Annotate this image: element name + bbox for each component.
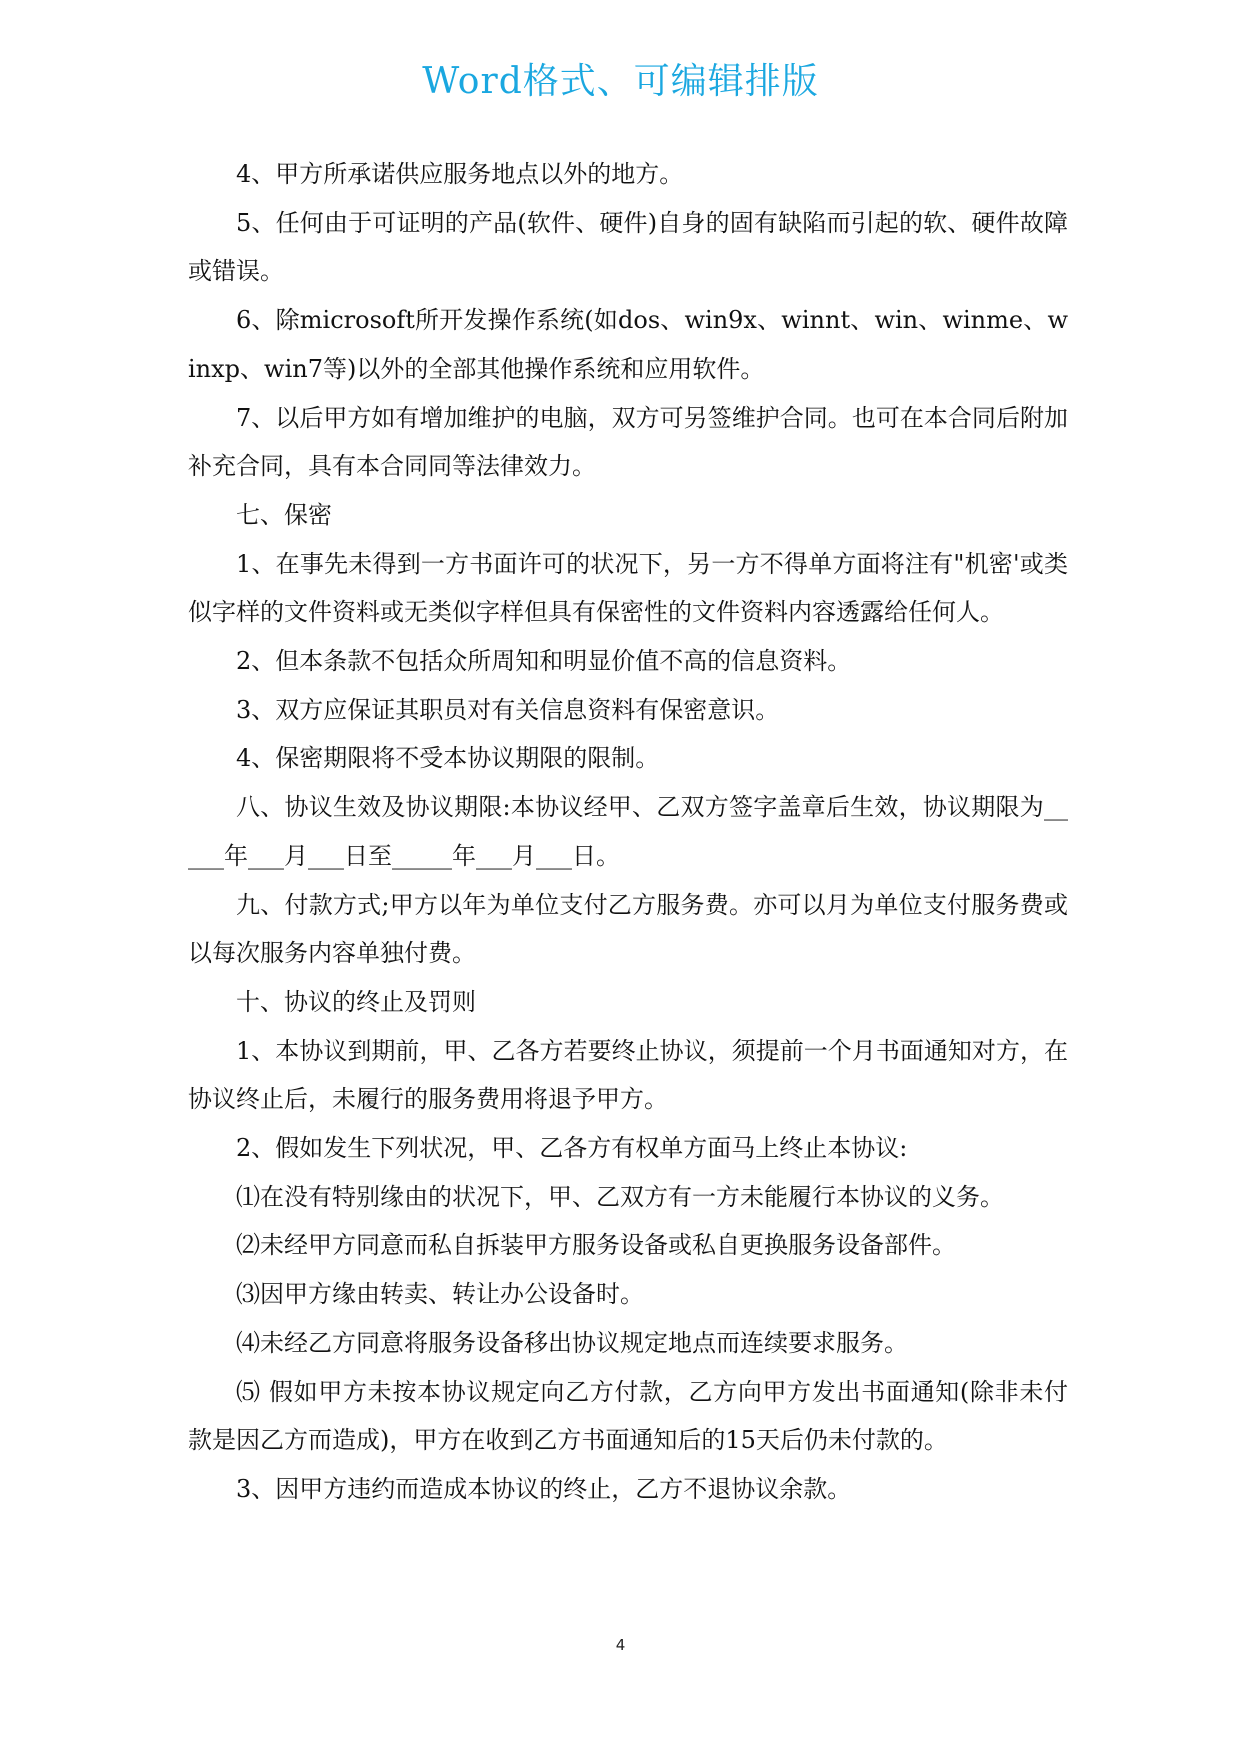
paragraph: 八、协议生效及协议期限:本协议经甲、乙双方签字盖章后生效，协议期限为_____年___月___日至_____年___月___日。 xyxy=(188,793,1068,870)
paragraph: 4、甲方所承诺供应服务地点以外的地方。 xyxy=(236,160,684,188)
list-item: ⑶因甲方缘由转卖、转让办公设备时。 xyxy=(236,1280,644,1309)
paragraph: 5、任何由于可证明的产品(软件、硬件)自身的固有缺陷而引起的软、硬件故障或错误。 xyxy=(188,208,1068,286)
page-header-title: Word格式、可编辑排版 xyxy=(422,61,819,102)
section-heading: 十、协议的终止及罚则 xyxy=(236,987,476,1016)
list-item: ⑷未经乙方同意将服务设备移出协议规定地点而连续要求服务。 xyxy=(236,1328,908,1357)
paragraph: 2、但本条款不包括众所周知和明显价值不高的信息资料。 xyxy=(236,647,852,676)
list-item: ⑸ 假如甲方未按本协议规定向乙方付款，乙方向甲方发出书面通知(除非未付款是因乙方而造成)，甲方在收到乙方书面通知后的15天后仍未付款的。 xyxy=(188,1377,1068,1455)
list-item: ⑵未经甲方同意而私自拆装甲方服务设备或私自更换服务设备部件。 xyxy=(236,1231,956,1260)
page-number: 4 xyxy=(615,1636,626,1654)
paragraph: 3、因甲方违约而造成本协议的终止，乙方不退协议余款。 xyxy=(236,1474,852,1503)
paragraph: 2、假如发生下列状况，甲、乙各方有权单方面马上终止本协议: xyxy=(236,1134,908,1163)
document-body xyxy=(188,150,1068,1514)
paragraph: 1、在事先未得到一方书面许可的状况下，另一方不得单方面将注有"机密'或类似字样的文件资料或无类似字样但具有保密性的文件资料内容透露给任何人。 xyxy=(188,549,1068,627)
paragraph: 6、除microsoft所开发操作系统(如dos、win9x、winnt、win、winme、winxp、win7等)以外的全部其他操作系统和应用软件。 xyxy=(188,306,1068,383)
paragraph: 4、保密期限将不受本协议期限的限制。 xyxy=(236,744,660,773)
list-item: ⑴在没有特别缘由的状况下，甲、乙双方有一方未能履行本协议的义务。 xyxy=(236,1182,1004,1211)
section-heading: 七、保密 xyxy=(236,500,332,529)
paragraph: 3、双方应保证其职员对有关信息资料有保密意识。 xyxy=(236,695,780,724)
paragraph: 九、付款方式;甲方以年为单位支付乙方服务费。亦可以月为单位支付服务费或以每次服务内容单独付费。 xyxy=(188,890,1068,968)
paragraph: 1、本协议到期前，甲、乙各方若要终止协议，须提前一个月书面通知对方，在协议终止后，未履行的服务费用将退予甲方。 xyxy=(188,1036,1068,1114)
paragraph: 7、以后甲方如有增加维护的电脑，双方可另签维护合同。也可在本合同后附加补充合同，具有本合同同等法律效力。 xyxy=(188,403,1068,481)
